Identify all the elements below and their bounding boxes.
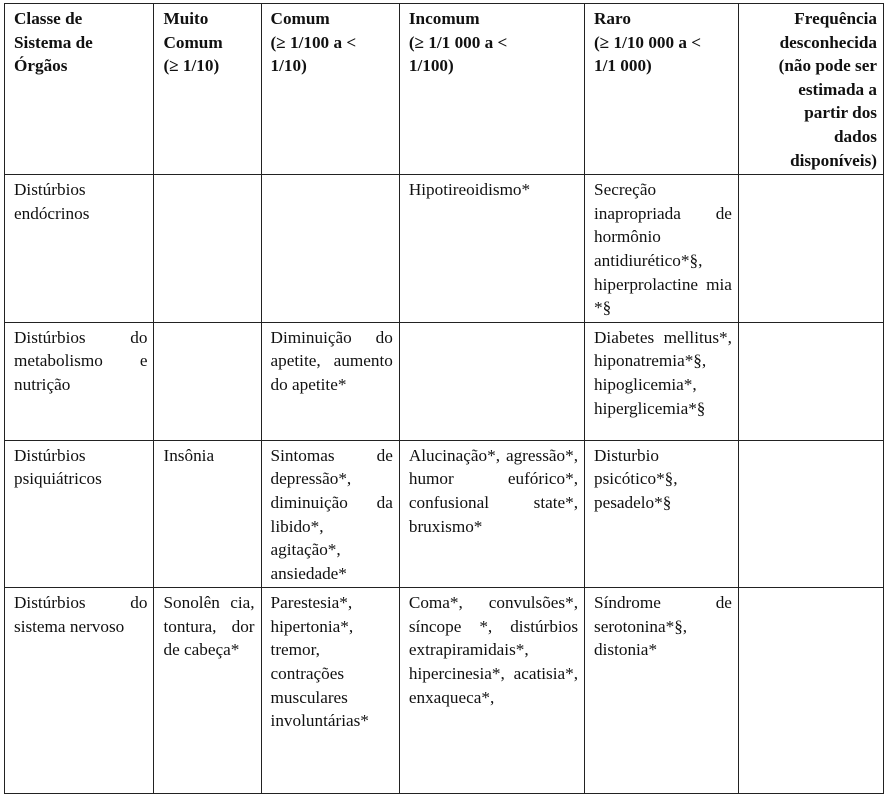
cell-very-common: Sonolên cia, tontura, dor de cabeça* bbox=[154, 588, 261, 794]
cell-very-common: Insônia bbox=[154, 440, 261, 588]
header-system-class: Classe de Sistema de Órgãos bbox=[5, 4, 154, 175]
cell-system-class: Distúrbios do sistema nervoso bbox=[5, 588, 154, 794]
header-very-common: Muito Comum (≥ 1/10) bbox=[154, 4, 261, 175]
cell-system-class: Distúrbios endócrinos bbox=[5, 175, 154, 323]
header-common: Comum (≥ 1/100 a < 1/10) bbox=[261, 4, 399, 175]
cell-system-class: Distúrbios do metabolismo e nutrição bbox=[5, 322, 154, 440]
table-row bbox=[5, 588, 884, 794]
header-rare: Raro (≥ 1/10 000 a < 1/1 000) bbox=[585, 4, 739, 175]
cell-common: Parestesia*, hipertonia*, tremor, contrações musculares involuntárias* bbox=[261, 588, 399, 794]
cell-uncommon: Coma*, convulsões*, síncope *, distúrbios extrapiramidais*, hipercinesia*, acatisia*, enxaqueca*, bbox=[399, 588, 584, 794]
table-row bbox=[5, 175, 884, 323]
cell-common: Sintomas de depressão*, diminuição da libido*, agitação*, ansiedade* bbox=[261, 440, 399, 588]
cell-frequency-unknown bbox=[738, 175, 883, 323]
cell-frequency-unknown bbox=[738, 440, 883, 588]
header-frequency-unknown: Frequência desconhecida (não pode ser estimada a partir dos dados disponíveis) bbox=[738, 4, 883, 175]
table-header-row bbox=[5, 4, 884, 175]
cell-common: Diminuição do apetite, aumento do apetite* bbox=[261, 322, 399, 440]
cell-very-common bbox=[154, 175, 261, 323]
cell-frequency-unknown bbox=[738, 588, 883, 794]
document-page bbox=[4, 3, 884, 794]
cell-system-class: Distúrbios psiquiátricos bbox=[5, 440, 154, 588]
table-row bbox=[5, 322, 884, 440]
cell-rare: Secreção inapropriada de hormônio antidiurético*§, hiperprolactine mia *§ bbox=[585, 175, 739, 323]
table-row bbox=[5, 440, 884, 588]
cell-rare: Disturbio psicótico*§, pesadelo*§ bbox=[585, 440, 739, 588]
adverse-reactions-table bbox=[4, 3, 884, 794]
header-uncommon: Incomum (≥ 1/1 000 a < 1/100) bbox=[399, 4, 584, 175]
cell-very-common bbox=[154, 322, 261, 440]
cell-rare: Síndrome de serotonina*§, distonia* bbox=[585, 588, 739, 794]
cell-common bbox=[261, 175, 399, 323]
cell-uncommon bbox=[399, 322, 584, 440]
cell-uncommon: Alucinação*, agressão*, humor eufórico*, confusional state*, bruxismo* bbox=[399, 440, 584, 588]
cell-rare: Diabetes mellitus*, hiponatremia*§, hipoglicemia*, hiperglicemia*§ bbox=[585, 322, 739, 440]
cell-frequency-unknown bbox=[738, 322, 883, 440]
cell-uncommon: Hipotireoidismo* bbox=[399, 175, 584, 323]
